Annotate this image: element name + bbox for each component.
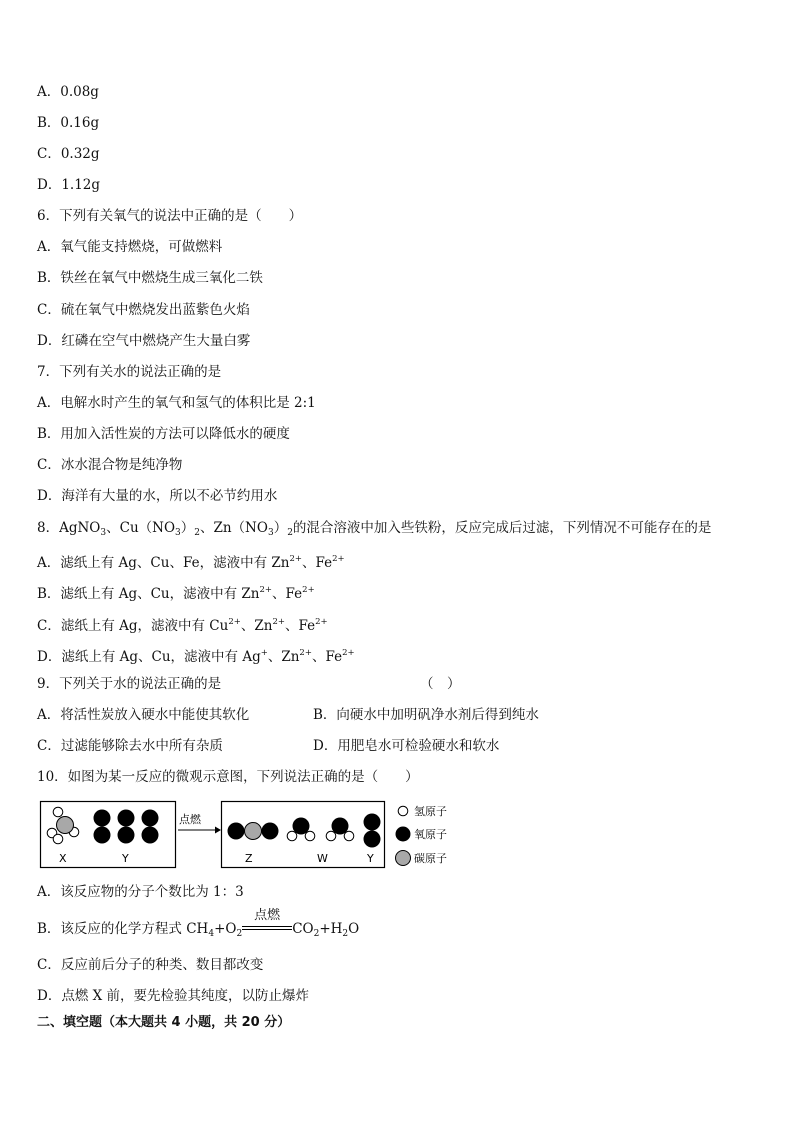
q5-option-d: D．1.12g bbox=[37, 177, 101, 193]
molecule-z bbox=[228, 823, 279, 840]
legend-carbon-icon bbox=[396, 851, 411, 866]
label-z: Z bbox=[245, 852, 253, 865]
q7-stem: 7．下列有关水的说法正确的是 bbox=[37, 364, 222, 380]
q10-option-a: A．该反应物的分子个数比为 1：3 bbox=[37, 884, 244, 900]
legend-oxygen-icon bbox=[396, 827, 411, 842]
q10-option-d: D．点燃 X 前，要先检验其纯度，以防止爆炸 bbox=[37, 988, 310, 1004]
legend-oxygen: 氧原子 bbox=[414, 828, 447, 841]
label-y-left: Y bbox=[122, 852, 129, 865]
reaction-diagram bbox=[38, 798, 458, 874]
legend-carbon: 碳原子 bbox=[414, 852, 447, 865]
q9-option-c: C．过滤能够除去水中所有杂质 bbox=[37, 738, 223, 754]
q8-option-c: C．滤纸上有 Ag，滤液中有 $Cu^{2+}$、$Zn^{2+}$、$Fe^{2+}$ bbox=[37, 617, 328, 634]
q9-option-d: D．用肥皂水可检验硬水和软水 bbox=[313, 738, 500, 754]
molecule-x bbox=[47, 807, 79, 844]
q8-stem: 8．AgNO$_3$、$Cu(NO_3)_2$、$Zn(NO_3)_2$的混合溶液中加入些铁粉，反应完成后过滤，下列情况不可能存在的是 bbox=[37, 520, 712, 538]
q7-option-a: A．电解水时产生的氧气和氢气的体积比是 2:1 bbox=[37, 395, 316, 411]
label-w: W bbox=[317, 852, 328, 865]
q7-option-c: C．冰水混合物是纯净物 bbox=[37, 457, 183, 473]
q6-option-d: D．红磷在空气中燃烧产生大量白雾 bbox=[37, 333, 251, 349]
molecules-y bbox=[94, 810, 159, 844]
q6-option-a: A．氧气能支持燃烧，可做燃料 bbox=[37, 239, 223, 255]
q9-option-b: B．向硬水中加明矾净水剂后得到纯水 bbox=[313, 707, 539, 723]
q5-option-a: A．0.08g bbox=[37, 84, 99, 100]
q7-option-b: B．用加入活性炭的方法可以降低水的硬度 bbox=[37, 426, 290, 442]
q8-option-d: D．滤纸上有 Ag、Cu，滤液中有 Ag+、$Zn^{2+}$、$Fe^{2+}$ bbox=[37, 648, 355, 665]
molecule-y-right bbox=[364, 814, 381, 848]
equation-condition: 点燃 bbox=[242, 920, 292, 938]
arrow-condition: 点燃 bbox=[179, 813, 201, 826]
q9-stem: 9．下列关于水的说法正确的是 bbox=[37, 676, 222, 692]
q5-option-b: B．0.16g bbox=[37, 115, 100, 131]
q6-option-b: B．铁丝在氧气中燃烧生成三氧化二铁 bbox=[37, 270, 263, 286]
q5-option-c: C．0.32g bbox=[37, 146, 100, 162]
legend-hydrogen-icon bbox=[398, 806, 408, 816]
molecules-w bbox=[287, 818, 354, 841]
label-x: X bbox=[59, 852, 67, 865]
legend-hydrogen: 氢原子 bbox=[414, 805, 447, 818]
q10-option-b: B．该反应的化学方程式 $CH_4+O_2$ 点燃 $CO_2+H_2O$ bbox=[37, 908, 360, 939]
q8-option-b: B．滤纸上有 Ag、Cu，滤液中有 $Zn^{2+}$、$Fe^{2+}$ bbox=[37, 585, 315, 602]
q7-option-d: D．海洋有大量的水，所以不必节约用水 bbox=[37, 488, 278, 504]
q9-option-a: A．将活性炭放入硬水中能使其软化 bbox=[37, 707, 250, 723]
q8-option-a: A．滤纸上有 Ag、Cu、Fe，滤液中有 $Zn^{2+}$、$Fe^{2+}$ bbox=[37, 554, 345, 571]
q9-answer-paren: （ ） bbox=[420, 676, 461, 692]
section-2-heading: 二、填空题（本大题共 4 小题，共 20 分） bbox=[37, 1015, 291, 1030]
q6-stem: 6．下列有关氧气的说法中正确的是（ ） bbox=[37, 208, 303, 224]
q10-option-c: C．反应前后分子的种类、数目都改变 bbox=[37, 957, 264, 973]
q10-stem: 10．如图为某一反应的微观示意图，下列说法正确的是（ ） bbox=[37, 769, 419, 785]
label-y-right: Y bbox=[367, 852, 374, 865]
q6-option-c: C．硫在氧气中燃烧发出蓝紫色火焰 bbox=[37, 302, 250, 318]
legend bbox=[396, 804, 448, 866]
